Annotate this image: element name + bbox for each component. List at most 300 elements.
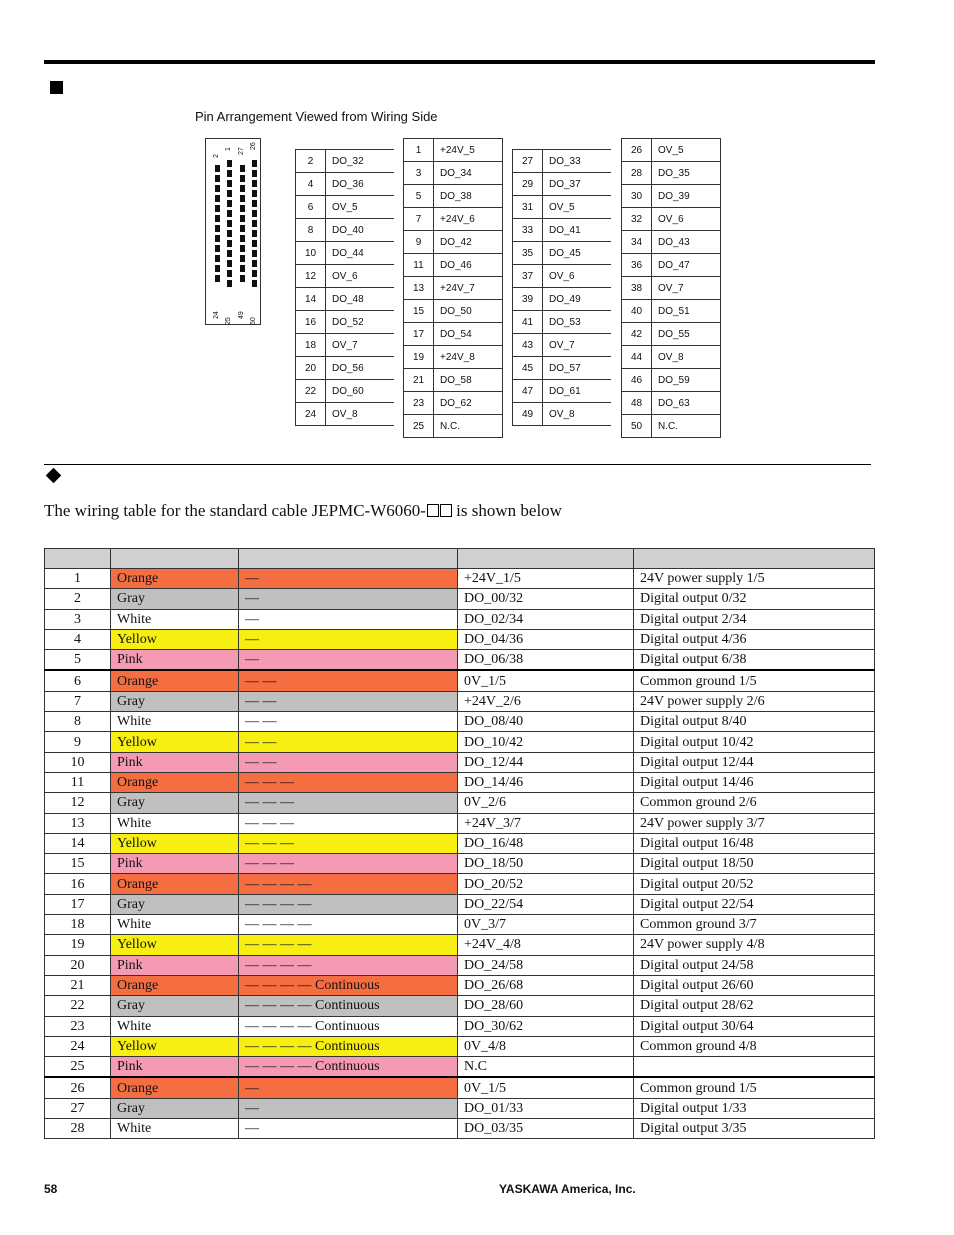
pin-row: [296, 288, 395, 311]
pin-row: [404, 300, 503, 323]
marking: — — —: [239, 793, 458, 813]
pin-row: [622, 185, 721, 208]
wire-number: 25: [45, 1057, 111, 1078]
connector-pin: [215, 185, 220, 192]
pin-signal: DO_57: [543, 357, 612, 380]
signal-description: Digital output 1/33: [634, 1098, 875, 1118]
connector-pin: [227, 210, 232, 217]
pin-number: 19: [404, 346, 434, 369]
table-row: [45, 915, 875, 935]
connector-pin: [227, 250, 232, 257]
signal-name: DO_22/54: [458, 894, 634, 914]
connector-label: 25: [225, 317, 232, 325]
connector-pin: [252, 280, 257, 287]
pin-row: [622, 415, 721, 438]
table-row: [45, 569, 875, 589]
pin-signal: DO_43: [652, 231, 721, 254]
pin-row: [296, 380, 395, 403]
pin-signal: DO_63: [652, 392, 721, 415]
pin-row: [513, 403, 612, 426]
table-row: [45, 752, 875, 772]
pin-number: 15: [404, 300, 434, 323]
pin-number: 41: [513, 311, 543, 334]
wire-color: Yellow: [111, 833, 239, 853]
connector-pin: [227, 160, 232, 167]
connector-pin: [252, 200, 257, 207]
wire-number: 7: [45, 691, 111, 711]
box-placeholder-icon: [427, 504, 439, 517]
connector-pin: [227, 200, 232, 207]
connector-pin: [215, 265, 220, 272]
pin-number: 8: [296, 219, 326, 242]
wire-color: White: [111, 915, 239, 935]
pin-number: 43: [513, 334, 543, 357]
header-cell: [239, 549, 458, 569]
table-row: [45, 813, 875, 833]
pin-row: [513, 380, 612, 403]
pin-number: 18: [296, 334, 326, 357]
connector-label: 27: [238, 147, 245, 155]
marking: — — —: [239, 833, 458, 853]
pin-row: [404, 323, 503, 346]
wire-color: Yellow: [111, 935, 239, 955]
table-row: [45, 793, 875, 813]
pin-column: [215, 165, 220, 285]
signal-description: Digital output 8/40: [634, 712, 875, 732]
pin-number: 37: [513, 265, 543, 288]
connector-pin: [240, 205, 245, 212]
wire-number: 28: [45, 1119, 111, 1139]
signal-name: DO_28/60: [458, 996, 634, 1016]
signal-description: Common ground 4/8: [634, 1036, 875, 1056]
header-cell: [634, 549, 875, 569]
pin-row: [404, 254, 503, 277]
pin-table-col4: [621, 138, 721, 438]
marking: —: [239, 1098, 458, 1118]
connector-pin: [215, 175, 220, 182]
wire-number: 23: [45, 1016, 111, 1036]
pin-signal: DO_39: [652, 185, 721, 208]
pin-signal: +24V_6: [434, 208, 503, 231]
signal-name: +24V_2/6: [458, 691, 634, 711]
pin-signal: OV_6: [652, 208, 721, 231]
table-row: [45, 712, 875, 732]
pin-signal: DO_44: [326, 242, 395, 265]
connector-label: 50: [250, 317, 257, 325]
wire-number: 27: [45, 1098, 111, 1118]
signal-description: Digital output 3/35: [634, 1119, 875, 1139]
pin-signal: OV_5: [543, 196, 612, 219]
pin-row: [622, 300, 721, 323]
pin-number: 47: [513, 380, 543, 403]
signal-description: Digital output 26/60: [634, 975, 875, 995]
wire-number: 26: [45, 1077, 111, 1098]
pin-number: 40: [622, 300, 652, 323]
marking: — — — —: [239, 915, 458, 935]
wire-color: Yellow: [111, 1036, 239, 1056]
connector-pin: [227, 230, 232, 237]
pin-row: [296, 334, 395, 357]
marking: — — — — Continuous: [239, 1036, 458, 1056]
signal-name: 0V_4/8: [458, 1036, 634, 1056]
pin-signal: OV_6: [543, 265, 612, 288]
wiring-table-header: [45, 549, 875, 569]
connector-diagram: [205, 138, 261, 325]
pin-signal: DO_35: [652, 162, 721, 185]
wire-number: 24: [45, 1036, 111, 1056]
pin-signal: OV_6: [326, 265, 395, 288]
pin-number: 7: [404, 208, 434, 231]
marking: — — — —: [239, 894, 458, 914]
wire-color: Pink: [111, 854, 239, 874]
pin-signal: +24V_7: [434, 277, 503, 300]
pin-signal: N.C.: [652, 415, 721, 438]
pin-number: 32: [622, 208, 652, 231]
wire-number: 3: [45, 609, 111, 629]
wire-number: 13: [45, 813, 111, 833]
connector-pin: [240, 185, 245, 192]
table-row: [45, 772, 875, 792]
marking: —: [239, 1077, 458, 1098]
wire-number: 6: [45, 670, 111, 691]
wire-number: 16: [45, 874, 111, 894]
connector-pin: [252, 230, 257, 237]
signal-description: 24V power supply 2/6: [634, 691, 875, 711]
pin-number: 36: [622, 254, 652, 277]
pin-number: 45: [513, 357, 543, 380]
signal-name: DO_16/48: [458, 833, 634, 853]
signal-name: 0V_1/5: [458, 1077, 634, 1098]
marking: — — —: [239, 772, 458, 792]
table-row: [45, 935, 875, 955]
marking: — — —: [239, 813, 458, 833]
table-row: [45, 670, 875, 691]
wiring-table: [44, 548, 875, 1139]
pin-number: 23: [404, 392, 434, 415]
pin-signal: DO_61: [543, 380, 612, 403]
wire-number: 20: [45, 955, 111, 975]
top-rule: [44, 60, 875, 64]
pin-row: [404, 415, 503, 438]
connector-label: 24: [213, 311, 220, 319]
marking: — — — —: [239, 935, 458, 955]
pin-number: 33: [513, 219, 543, 242]
pin-number: 4: [296, 173, 326, 196]
connector-label: 26: [250, 142, 257, 150]
connector-pin: [215, 205, 220, 212]
connector-pin: [227, 180, 232, 187]
wire-number: 5: [45, 650, 111, 671]
pin-number: 26: [622, 139, 652, 162]
pin-row: [622, 208, 721, 231]
pin-number: 42: [622, 323, 652, 346]
pin-row: [513, 173, 612, 196]
marking: — — — — Continuous: [239, 1016, 458, 1036]
wire-number: 21: [45, 975, 111, 995]
wire-color: Pink: [111, 955, 239, 975]
marking: —: [239, 1119, 458, 1139]
connector-pin: [252, 250, 257, 257]
pin-row: [622, 323, 721, 346]
signal-description: Common ground 1/5: [634, 670, 875, 691]
connector-pin: [215, 225, 220, 232]
connector-pin: [215, 215, 220, 222]
marking: — — — —: [239, 874, 458, 894]
signal-description: 24V power supply 3/7: [634, 813, 875, 833]
wire-color: White: [111, 712, 239, 732]
signal-description: Digital output 0/32: [634, 589, 875, 609]
signal-name: DO_06/38: [458, 650, 634, 671]
wire-color: Orange: [111, 874, 239, 894]
pin-number: 12: [296, 265, 326, 288]
footer-company: YASKAWA America, Inc.: [499, 1182, 636, 1196]
marking: —: [239, 650, 458, 671]
marking: — — — —: [239, 955, 458, 975]
pin-number: 39: [513, 288, 543, 311]
connector-pin: [252, 170, 257, 177]
pin-number: 27: [513, 150, 543, 173]
pin-signal: DO_58: [434, 369, 503, 392]
intro-text: The wiring table for the standard cable JEPMC-W6060-: [44, 501, 426, 520]
pin-signal: OV_8: [652, 346, 721, 369]
pin-number: 31: [513, 196, 543, 219]
pin-signal: DO_32: [326, 150, 395, 173]
wire-color: Pink: [111, 1057, 239, 1078]
table-row: [45, 629, 875, 649]
pin-signal: OV_8: [543, 403, 612, 426]
wire-color: Gray: [111, 894, 239, 914]
wire-color: White: [111, 813, 239, 833]
wire-number: 9: [45, 732, 111, 752]
wire-color: Orange: [111, 772, 239, 792]
marking: — — — — Continuous: [239, 1057, 458, 1078]
signal-name: DO_08/40: [458, 712, 634, 732]
marking: —: [239, 589, 458, 609]
signal-name: DO_00/32: [458, 589, 634, 609]
pin-number: 50: [622, 415, 652, 438]
table-row: [45, 955, 875, 975]
pin-signal: OV_7: [543, 334, 612, 357]
table-row: [45, 996, 875, 1016]
signal-name: DO_01/33: [458, 1098, 634, 1118]
connector-pin: [227, 280, 232, 287]
pin-signal: DO_51: [652, 300, 721, 323]
connector-label: 2: [213, 154, 220, 158]
pin-number: 20: [296, 357, 326, 380]
signal-name: DO_02/34: [458, 609, 634, 629]
pin-row: [622, 254, 721, 277]
marking: —: [239, 629, 458, 649]
pin-row: [513, 288, 612, 311]
pin-row: [404, 231, 503, 254]
table-row: [45, 1077, 875, 1098]
header-cell: [458, 549, 634, 569]
pin-number: 25: [404, 415, 434, 438]
pin-number: 14: [296, 288, 326, 311]
wire-color: White: [111, 609, 239, 629]
pin-signal: DO_55: [652, 323, 721, 346]
pin-signal: DO_42: [434, 231, 503, 254]
pin-signal: DO_52: [326, 311, 395, 334]
pin-column: [240, 165, 245, 285]
pin-signal: DO_47: [652, 254, 721, 277]
signal-name: 0V_1/5: [458, 670, 634, 691]
table-row: [45, 732, 875, 752]
pin-row: [513, 196, 612, 219]
pin-signal: DO_34: [434, 162, 503, 185]
connector-pin: [215, 245, 220, 252]
signal-description: 24V power supply 4/8: [634, 935, 875, 955]
pin-signal: N.C.: [434, 415, 503, 438]
pin-signal: DO_54: [434, 323, 503, 346]
wire-color: Gray: [111, 793, 239, 813]
pin-row: [296, 403, 395, 426]
pin-row: [404, 139, 503, 162]
table-row: [45, 1098, 875, 1118]
table-row: [45, 874, 875, 894]
pin-signal: DO_41: [543, 219, 612, 242]
pin-number: 24: [296, 403, 326, 426]
connector-pin: [252, 160, 257, 167]
pin-row: [296, 196, 395, 219]
pin-row: [513, 219, 612, 242]
signal-description: Digital output 6/38: [634, 650, 875, 671]
connector-label: 1: [225, 147, 232, 151]
pin-signal: OV_5: [652, 139, 721, 162]
wire-number: 4: [45, 629, 111, 649]
pin-row: [513, 265, 612, 288]
wire-color: Gray: [111, 996, 239, 1016]
connector-pin: [215, 255, 220, 262]
wire-number: 10: [45, 752, 111, 772]
marking: — —: [239, 691, 458, 711]
connector-pin: [215, 195, 220, 202]
pin-row: [296, 242, 395, 265]
wire-color: Gray: [111, 1098, 239, 1118]
table-row: [45, 833, 875, 853]
signal-name: DO_18/50: [458, 854, 634, 874]
pin-number: 28: [622, 162, 652, 185]
signal-description: Digital output 12/44: [634, 752, 875, 772]
pin-signal: DO_37: [543, 173, 612, 196]
wire-color: White: [111, 1119, 239, 1139]
connector-pin: [227, 220, 232, 227]
signal-name: DO_10/42: [458, 732, 634, 752]
signal-name: DO_12/44: [458, 752, 634, 772]
pin-row: [404, 185, 503, 208]
pin-signal: DO_40: [326, 219, 395, 242]
table-row: [45, 609, 875, 629]
wire-color: Gray: [111, 691, 239, 711]
header-cell: [111, 549, 239, 569]
pin-number: 48: [622, 392, 652, 415]
connector-pin: [215, 275, 220, 282]
connector-pin: [240, 165, 245, 172]
pin-signal: DO_56: [326, 357, 395, 380]
pin-signal: +24V_5: [434, 139, 503, 162]
table-row: [45, 1036, 875, 1056]
pin-signal: DO_59: [652, 369, 721, 392]
pin-column: [252, 160, 257, 290]
pin-row: [296, 219, 395, 242]
pin-number: 16: [296, 311, 326, 334]
connector-pin: [227, 270, 232, 277]
pin-row: [296, 357, 395, 380]
page-number: 58: [44, 1182, 58, 1196]
connector-pin: [252, 220, 257, 227]
box-placeholder-icon: [440, 504, 452, 517]
marking: — —: [239, 712, 458, 732]
wire-color: Pink: [111, 752, 239, 772]
signal-description: Digital output 4/36: [634, 629, 875, 649]
signal-name: 0V_3/7: [458, 915, 634, 935]
pin-number: 5: [404, 185, 434, 208]
connector-pin: [240, 255, 245, 262]
pin-row: [296, 150, 395, 173]
pin-number: 1: [404, 139, 434, 162]
wire-color: Yellow: [111, 629, 239, 649]
pin-number: 34: [622, 231, 652, 254]
table-row: [45, 975, 875, 995]
wire-number: 18: [45, 915, 111, 935]
signal-name: DO_04/36: [458, 629, 634, 649]
wire-color: Orange: [111, 1077, 239, 1098]
pin-number: 29: [513, 173, 543, 196]
marking: —: [239, 609, 458, 629]
wire-color: Yellow: [111, 732, 239, 752]
pin-row: [513, 242, 612, 265]
marking: — — — — Continuous: [239, 975, 458, 995]
wire-color: Gray: [111, 589, 239, 609]
pin-signal: DO_45: [543, 242, 612, 265]
connector-pin: [240, 175, 245, 182]
pin-number: 44: [622, 346, 652, 369]
wire-number: 14: [45, 833, 111, 853]
table-row: [45, 1119, 875, 1139]
pin-row: [296, 265, 395, 288]
table-row: [45, 854, 875, 874]
pin-row: [513, 334, 612, 357]
signal-description: Digital output 2/34: [634, 609, 875, 629]
pin-number: 17: [404, 323, 434, 346]
pin-row: [404, 208, 503, 231]
connector-pin: [252, 180, 257, 187]
signal-name: DO_14/46: [458, 772, 634, 792]
pin-row: [622, 346, 721, 369]
pin-signal: DO_62: [434, 392, 503, 415]
wiring-table-intro: [44, 501, 562, 521]
signal-name: 0V_2/6: [458, 793, 634, 813]
pin-number: 13: [404, 277, 434, 300]
signal-description: Common ground 3/7: [634, 915, 875, 935]
signal-name: DO_03/35: [458, 1119, 634, 1139]
connector-pin: [252, 270, 257, 277]
pin-row: [404, 369, 503, 392]
header-cell: [45, 549, 111, 569]
pin-signal: DO_48: [326, 288, 395, 311]
wire-number: 15: [45, 854, 111, 874]
connector-pin: [252, 190, 257, 197]
diamond-bullet-icon: [46, 468, 62, 484]
connector-pin: [252, 260, 257, 267]
pin-signal: DO_49: [543, 288, 612, 311]
wire-number: 22: [45, 996, 111, 1016]
pin-number: 35: [513, 242, 543, 265]
connector-pin: [215, 165, 220, 172]
pin-arrangement-caption: Pin Arrangement Viewed from Wiring Side: [195, 109, 438, 124]
connector-pin: [240, 225, 245, 232]
table-row: [45, 1057, 875, 1078]
